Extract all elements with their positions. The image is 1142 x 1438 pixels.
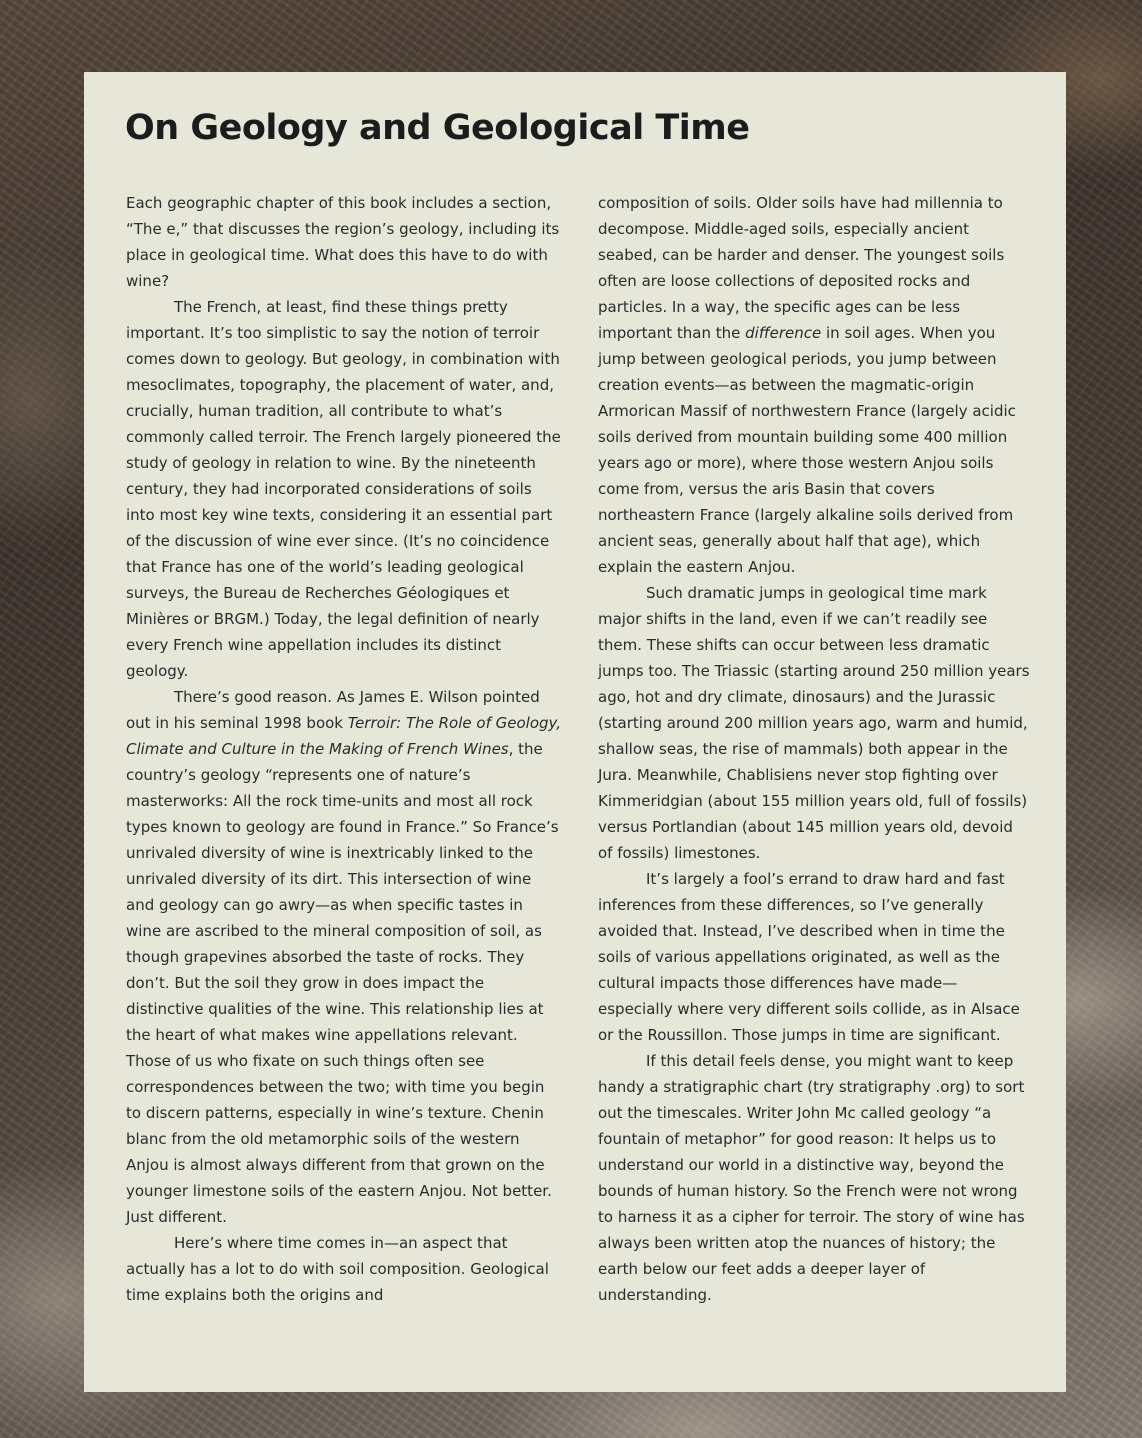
emphasis: difference xyxy=(745,324,822,342)
paragraph-text: in soil ages. When you jump between geological periods, you jump between creation events—as between the magmatic-origin Armorican Massif of northwestern France (largely acidic soils derived from mountain building some 400 million years ago or more), where those western Anjou soils come from, versus the aris Basin that covers northeastern France (largely alkaline soils derived from ancient seas, generally about half that age), which explain the eastern Anjou. xyxy=(598,324,1016,576)
paragraph-text: composition of soils. Older soils have had millennia to decompose. Middle-aged soils, especially ancient seabed, can be harder and denser. The youngest soils often are loose collections of deposited rocks and particles. In a way, the specific ages can be less important than the xyxy=(598,194,1005,342)
left-column xyxy=(126,190,562,1308)
paragraph: It’s largely a fool’s errand to draw hard and fast inferences from these differences, so I’ve generally avoided that. Instead, I’ve described when in time the soils of various appellations originated, as well as the cultural impacts those differences have made—especially where very different soils collide, as in Alsace or the Roussillon. Those jumps in time are significant. xyxy=(598,870,1020,1044)
paragraph-text: There’s good reason. As James E. Wilson pointed out in his seminal 1998 book xyxy=(126,688,540,732)
article-panel xyxy=(84,72,1066,1392)
paragraph: Such dramatic jumps in geological time mark major shifts in the land, even if we can’t readily see them. These shifts can occur between less dramatic jumps too. The Triassic (starting around 250 million years ago, hot and dry climate, dinosaurs) and the Jurassic (starting around 200 million years ago, warm and humid, shallow seas, the rise of mammals) both appear in the Jura. Meanwhile, Chablisiens never stop fighting over Kimmeridgian (about 155 million years old, full of fossils) versus Portlandian (about 145 million years old, devoid of fossils) limestones. xyxy=(598,584,1030,862)
paragraph xyxy=(126,684,562,1230)
paragraph-text: , the country’s geology “represents one of nature’s masterworks: All the rock time-units and most all rock types known to geology are found in France.” So France’s unrivaled diversity of wine is inextricably linked to the unrivaled diversity of its dirt. This intersection of wine and geology can go awry—as when specific tastes in wine are ascribed to the mineral composition of soil, as though grapevines absorbed the taste of rocks. They don’t. But the soil they grow in does impact the distinctive qualities of the wine. This relationship lies at the heart of what makes wine appellations relevant. Those of us who fixate on such things often see correspondences between the two; with time you begin to discern patterns, especially in wine’s texture. Chenin blanc from the old metamorphic soils of the western Anjou is almost always different from that grown on the younger limestone soils of the eastern Anjou. Not better. Just different. xyxy=(126,740,559,1226)
paragraph xyxy=(598,190,1030,580)
book-title: Terroir: The Role of Geology, Climate and Culture in the Making of French Wines xyxy=(126,714,562,758)
right-column xyxy=(598,190,1030,1308)
paragraph: If this detail feels dense, you might want to keep handy a stratigraphic chart (try stratigraphy .org) to sort out the timescales. Writer John Mc called geology “a fountain of metaphor” for good reason: It helps us to understand our world in a distinctive way, beyond the bounds of human history. So the French were not wrong to harness it as a cipher for terroir. The story of wine has always been written atop the nuances of history; the earth below our feet adds a deeper layer of understanding. xyxy=(598,1052,1025,1304)
paragraph: Each geographic chapter of this book includes a section, “The e,” that discusses the region’s geology, including its place in geological time. What does this have to do with wine? xyxy=(126,194,560,290)
article-title: On Geology and Geological Time xyxy=(125,108,750,148)
paragraph: The French, at least, find these things pretty important. It’s too simplistic to say the notion of terroir comes down to geology. But geology, in combination with mesoclimates, topography, the placement of water, and, crucially, human tradition, all contribute to what’s commonly called terroir. The French largely pioneered the study of geology in relation to wine. By the nineteenth century, they had incorporated considerations of soils into most key wine texts, considering it an essential part of the discussion of wine ever since. (It’s no coincidence that France has one of the world’s leading geological surveys, the Bureau de Recherches Géologiques et Minières or BRGM.) Today, the legal definition of nearly every French wine appellation includes its distinct geology. xyxy=(126,298,561,680)
paragraph: Here’s where time comes in—an aspect that actually has a lot to do with soil composition. Geological time explains both the origins and xyxy=(126,1234,549,1304)
